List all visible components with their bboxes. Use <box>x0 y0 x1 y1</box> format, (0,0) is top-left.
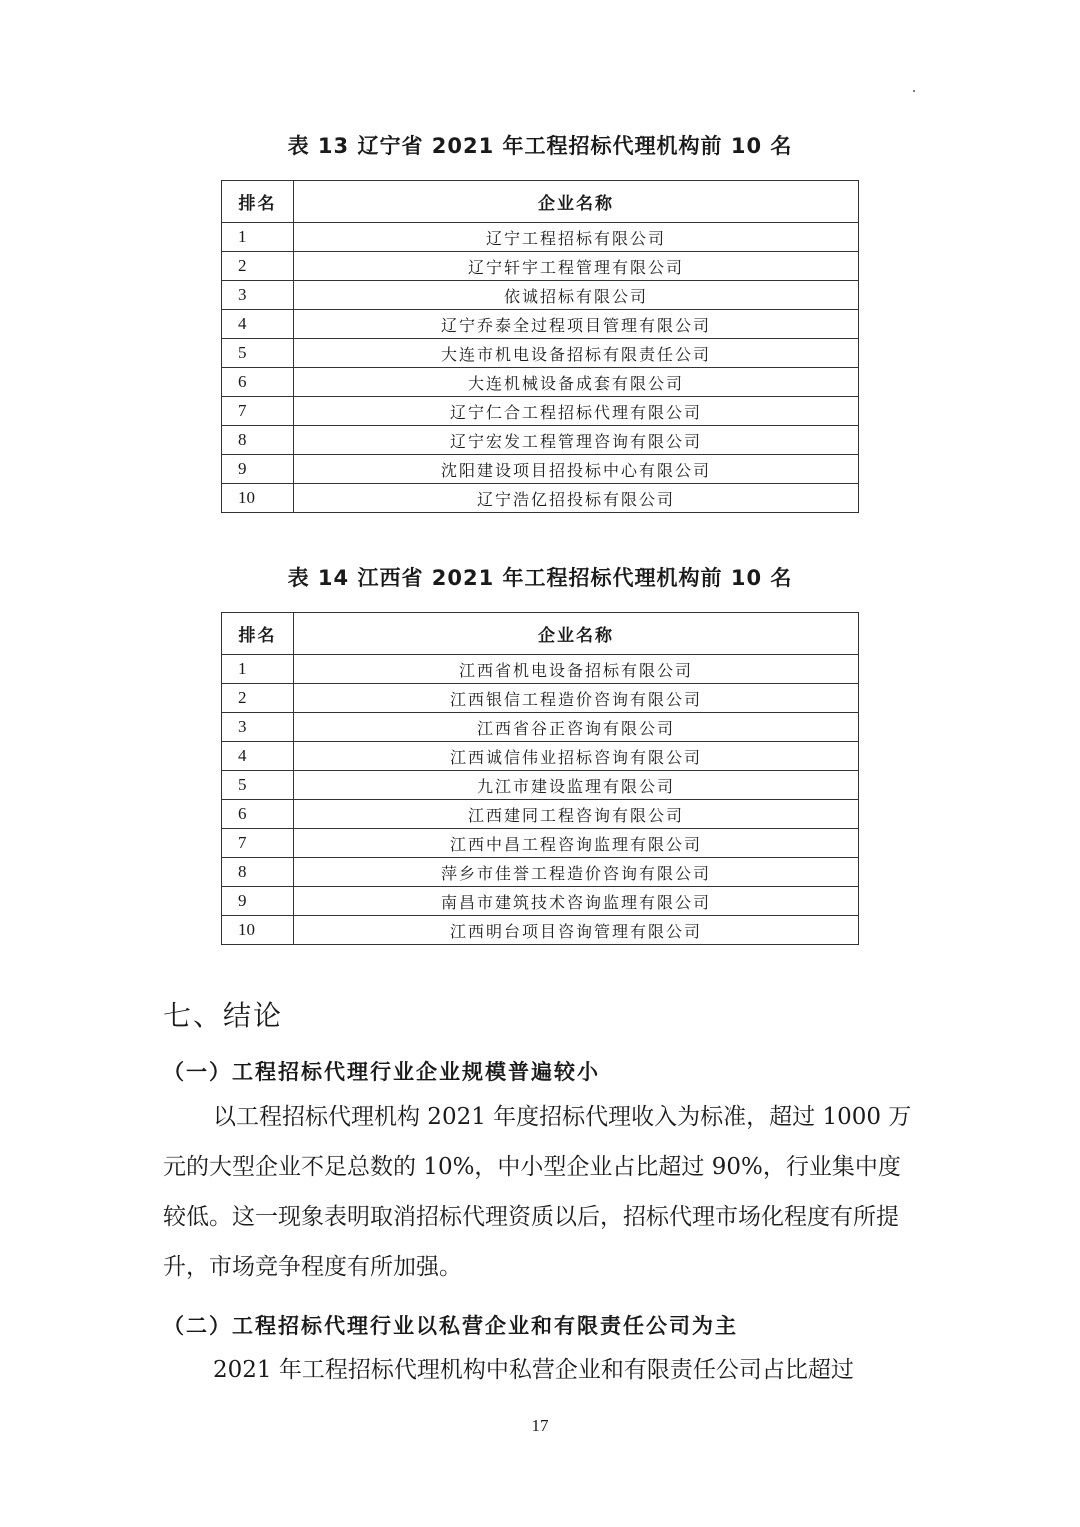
table-row <box>222 829 859 858</box>
company-name-cell: 辽宁乔泰全过程项目管理有限公司 <box>294 310 859 339</box>
section-heading: 七、结论 <box>163 999 284 1032</box>
company-name-cell: 大连市机电设备招标有限责任公司 <box>294 339 859 368</box>
company-name-cell: 沈阳建设项目招投标中心有限公司 <box>294 455 859 484</box>
subsection-2-heading: （二）工程招标代理行业以私营企业和有限责任公司为主 <box>163 1314 738 1338</box>
company-name-cell: 江西中昌工程咨询监理有限公司 <box>294 829 859 858</box>
subsection-2-paragraph: 2021 年工程招标代理机构中私营企业和有限责任公司占比超过 <box>213 1357 854 1383</box>
subsection-1-paragraph: 以工程招标代理机构 2021 年度招标代理收入为标准，超过 1000 万元的大型企业不足总数的 10%，中小型企业占比超过 90%，行业集中度较低。这一现象表明取消招标代理资质以后，招标代理市场化程度有所提升，市场竞争程度有所加强。 <box>163 1104 912 1280</box>
table-row <box>222 368 859 397</box>
rank-cell: 2 <box>222 684 294 713</box>
table-row <box>222 310 859 339</box>
rank-cell: 9 <box>222 455 294 484</box>
header-rank: 排名 <box>222 181 294 223</box>
table13-caption: 表 13 辽宁省 2021 年工程招标代理机构前 10 名 <box>287 134 793 158</box>
table-row <box>222 713 859 742</box>
rank-cell: 8 <box>222 426 294 455</box>
table-row <box>222 771 859 800</box>
rank-cell: 10 <box>222 916 294 945</box>
rank-cell: 3 <box>222 713 294 742</box>
table-row <box>222 887 859 916</box>
table-header-row <box>222 181 859 223</box>
table14-caption: 表 14 江西省 2021 年工程招标代理机构前 10 名 <box>287 566 793 590</box>
rank-cell: 6 <box>222 368 294 397</box>
rank-cell: 7 <box>222 829 294 858</box>
rank-cell: 9 <box>222 887 294 916</box>
table14 <box>221 612 859 945</box>
table-row <box>222 455 859 484</box>
company-name-cell: 萍乡市佳誉工程造价咨询有限公司 <box>294 858 859 887</box>
company-name-cell: 辽宁轩宇工程管理有限公司 <box>294 252 859 281</box>
company-name-cell: 南昌市建筑技术咨询监理有限公司 <box>294 887 859 916</box>
rank-cell: 5 <box>222 771 294 800</box>
corner-mark <box>913 90 915 92</box>
rank-cell: 1 <box>222 655 294 684</box>
table-row <box>222 426 859 455</box>
table-row <box>222 800 859 829</box>
company-name-cell: 辽宁仁合工程招标代理有限公司 <box>294 397 859 426</box>
company-name-cell: 江西省谷正咨询有限公司 <box>294 713 859 742</box>
company-name-cell: 九江市建设监理有限公司 <box>294 771 859 800</box>
company-name-cell: 辽宁工程招标有限公司 <box>294 223 859 252</box>
table-row <box>222 339 859 368</box>
table-row <box>222 916 859 945</box>
rank-cell: 1 <box>222 223 294 252</box>
company-name-cell: 大连机械设备成套有限公司 <box>294 368 859 397</box>
rank-cell: 6 <box>222 800 294 829</box>
table-row <box>222 742 859 771</box>
company-name-cell: 江西建同工程咨询有限公司 <box>294 800 859 829</box>
rank-cell: 5 <box>222 339 294 368</box>
header-rank: 排名 <box>222 613 294 655</box>
table-row <box>222 858 859 887</box>
rank-cell: 4 <box>222 742 294 771</box>
table-row <box>222 252 859 281</box>
company-name-cell: 江西省机电设备招标有限公司 <box>294 655 859 684</box>
header-company-name: 企业名称 <box>294 613 859 655</box>
rank-cell: 8 <box>222 858 294 887</box>
company-name-cell: 江西诚信伟业招标咨询有限公司 <box>294 742 859 771</box>
company-name-cell: 依诚招标有限公司 <box>294 281 859 310</box>
company-name-cell: 江西银信工程造价咨询有限公司 <box>294 684 859 713</box>
table-header-row <box>222 613 859 655</box>
rank-cell: 3 <box>222 281 294 310</box>
rank-cell: 2 <box>222 252 294 281</box>
table-row <box>222 684 859 713</box>
company-name-cell: 辽宁宏发工程管理咨询有限公司 <box>294 426 859 455</box>
company-name-cell: 辽宁浩亿招投标有限公司 <box>294 484 859 513</box>
table-row <box>222 281 859 310</box>
subsection-1-heading: （一）工程招标代理行业企业规模普遍较小 <box>163 1060 600 1084</box>
table-row <box>222 655 859 684</box>
header-company-name: 企业名称 <box>294 181 859 223</box>
table-row <box>222 223 859 252</box>
rank-cell: 7 <box>222 397 294 426</box>
table-row <box>222 397 859 426</box>
page-number: 17 <box>531 1416 549 1435</box>
rank-cell: 10 <box>222 484 294 513</box>
table13 <box>221 180 859 513</box>
company-name-cell: 江西明台项目咨询管理有限公司 <box>294 916 859 945</box>
rank-cell: 4 <box>222 310 294 339</box>
table-row <box>222 484 859 513</box>
